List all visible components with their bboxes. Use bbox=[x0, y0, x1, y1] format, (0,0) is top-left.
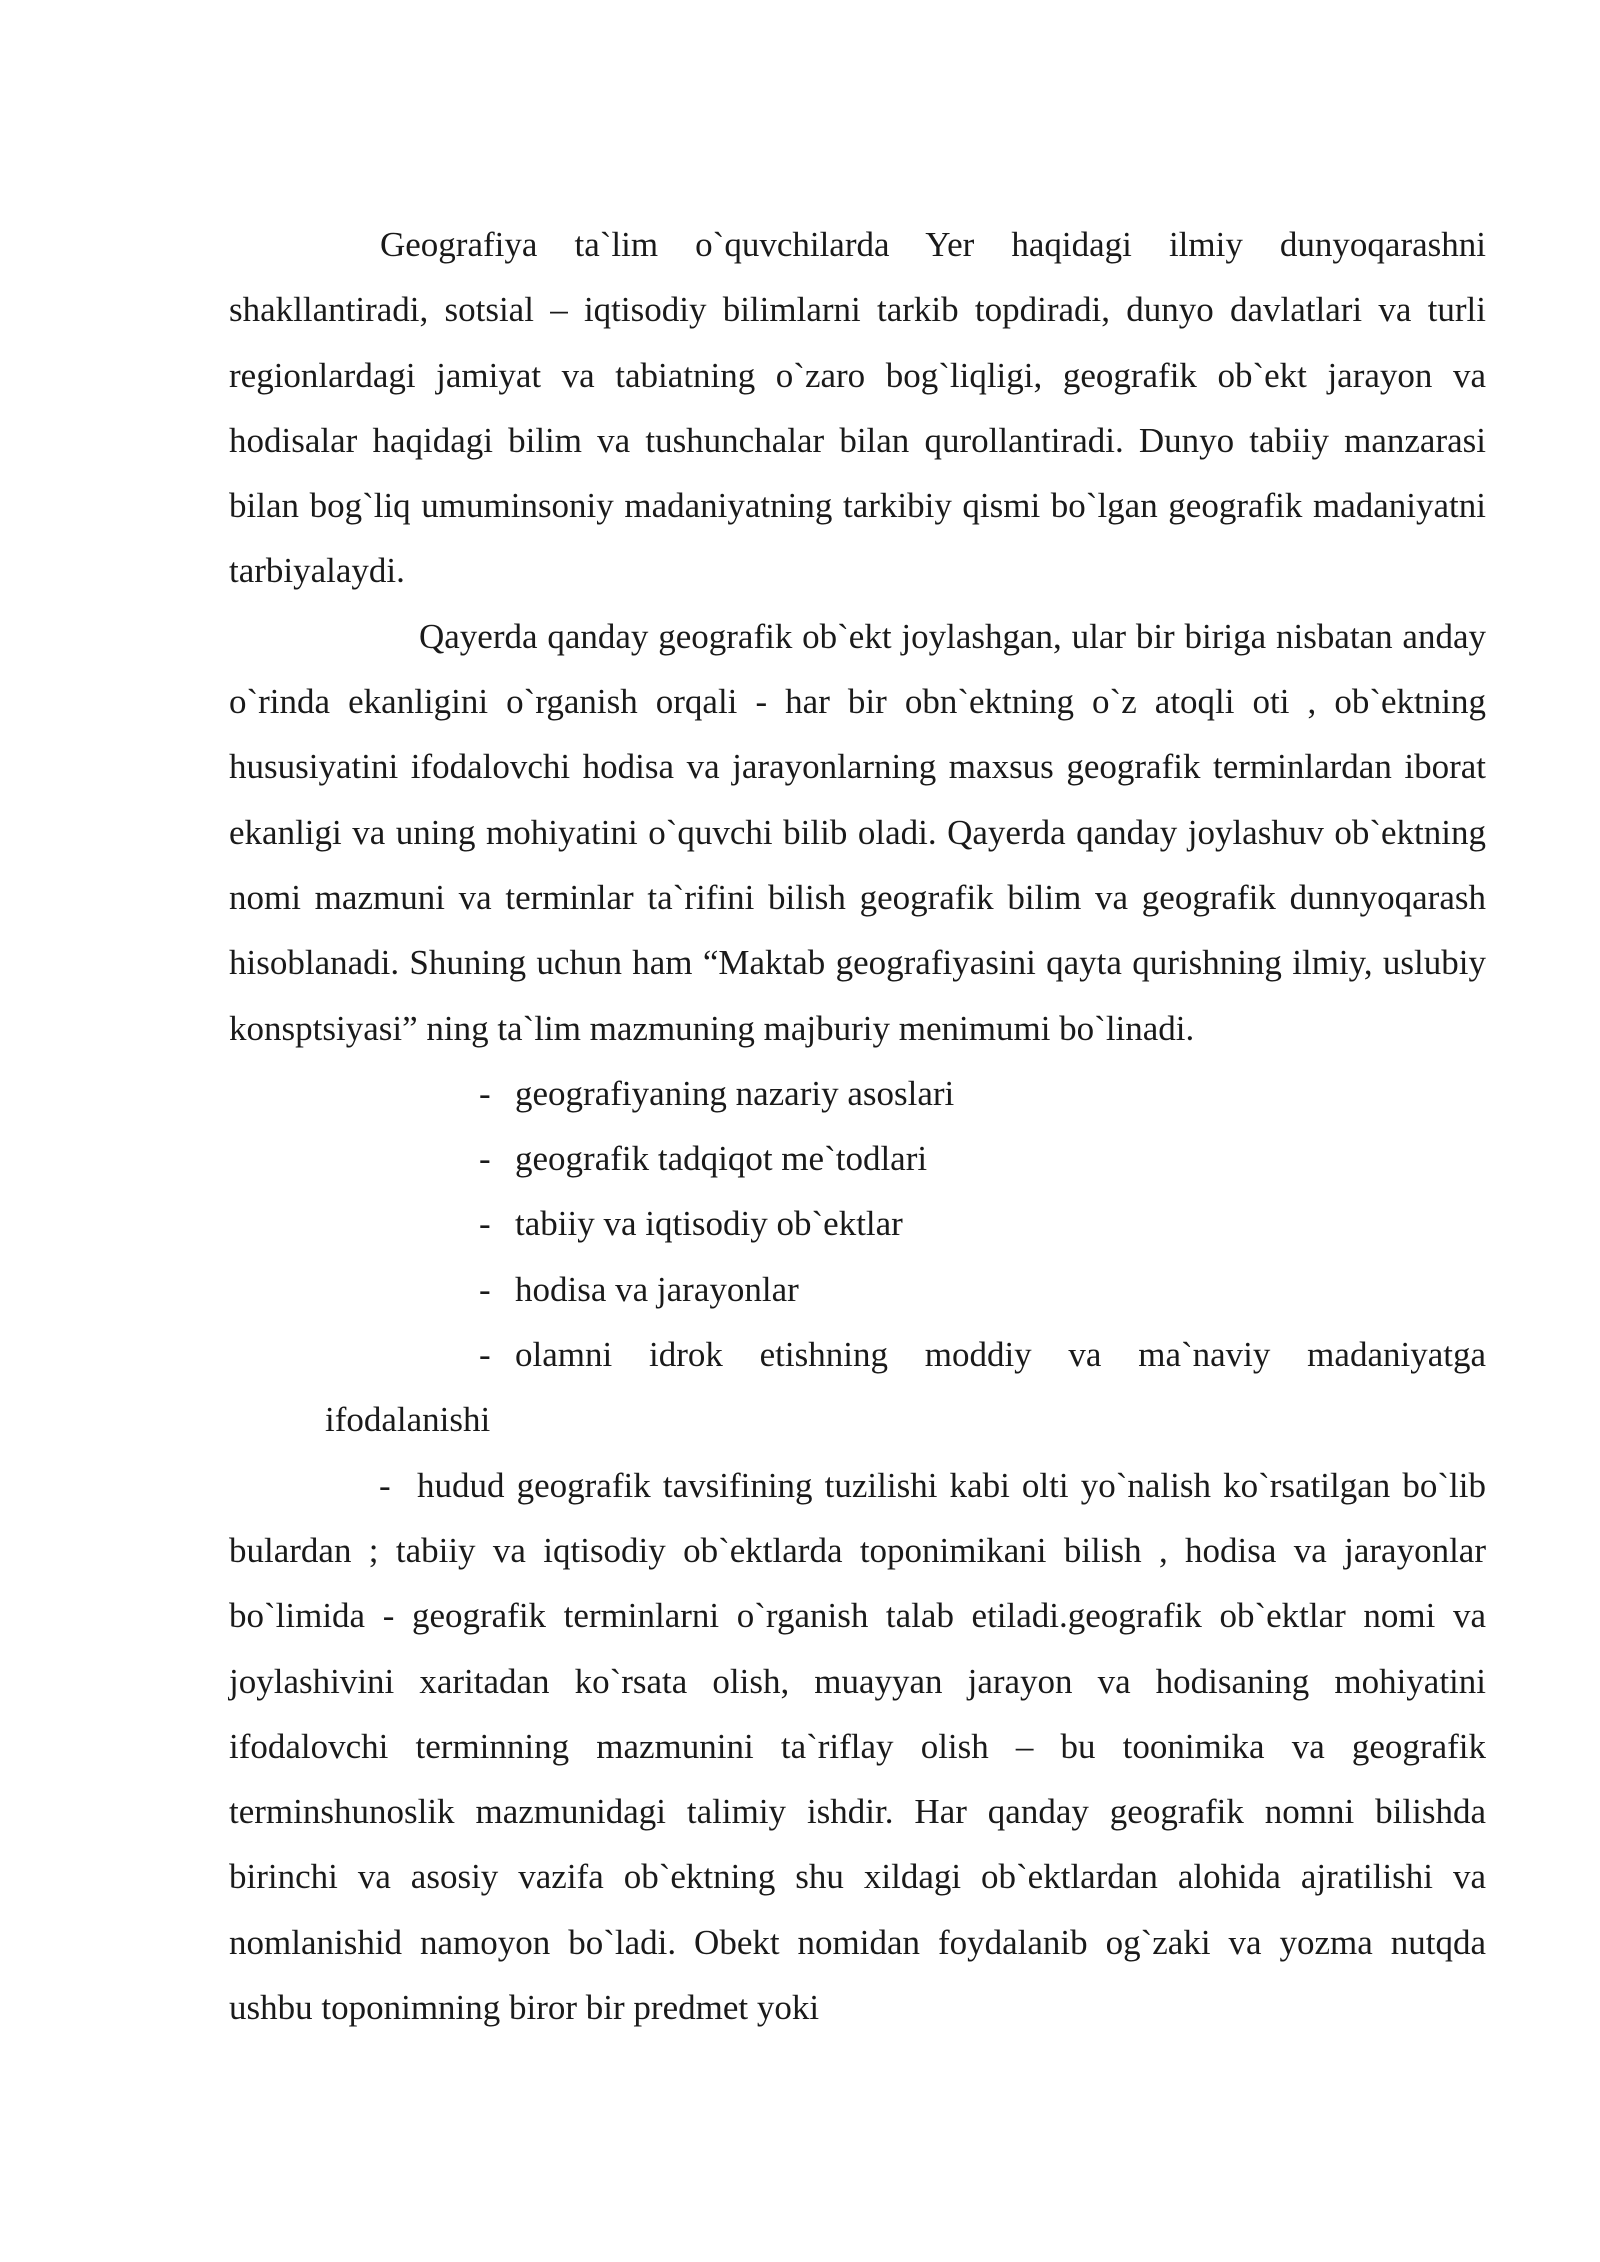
list-item-text: olamni idrok etishning moddiy va ma`naviy madaniyatga bbox=[515, 1335, 1486, 1375]
list-item bbox=[229, 1257, 1486, 1322]
list-dash: - bbox=[479, 1073, 491, 1113]
list-dash: - bbox=[479, 1269, 491, 1309]
list-item bbox=[229, 1191, 1486, 1256]
list-item-text: geografik tadqiqot me`todlari bbox=[515, 1139, 928, 1179]
list-item-continuation: ifodalanishi bbox=[325, 1400, 491, 1440]
document-body bbox=[229, 212, 1486, 2040]
paragraph-2: Qayerda qanday geografik ob`ekt joylashgan, ular bir biriga nisbatan anday o`rinda ekanligini o`rganish orqali - har bir obn`ektning o`z atoqli oti , ob`ektning hususiyatini ifodalovchi hodisa va jarayonlarning maxsus geografik terminlardan iborat ekanligi va uning mohiyatini o`quvchi bilib oladi. Qayerda qanday joylashuv ob`ektning nomi mazmuni va terminlar ta`rifini bilish geografik bilim va geografik dunnyoqarash hisoblanadi. Shuning uchun ham “Maktab geografiyasini qayta qurishning ilmiy, uslubiy konsptsiyasi” ning ta`lim mazmuning majburiy menimumi bo`linadi. bbox=[229, 616, 1486, 1048]
list-item-text: hodisa va jarayonlar bbox=[515, 1269, 799, 1309]
list-item-text: tabiiy va iqtisodiy ob`ektlar bbox=[515, 1204, 903, 1244]
list-item bbox=[229, 1061, 1486, 1126]
paragraph-3-dash: - bbox=[379, 1465, 391, 1505]
paragraph-3 bbox=[229, 1453, 1486, 2041]
list-item bbox=[229, 1126, 1486, 1191]
list-item-text: geografiyaning nazariy asoslari bbox=[515, 1073, 955, 1113]
list-item bbox=[229, 1322, 1486, 1387]
list-dash: - bbox=[479, 1204, 491, 1244]
paragraph-3-text: hudud geografik tavsifining tuzilishi kabi olti yo`nalish ko`rsatilgan bo`lib bulardan ; tabiiy va iqtisodiy ob`ektlarda toponimikani bilish , hodisa va jarayonlar bo`limida - geografik terminlarni o`rganish talab etiladi.geografik ob`ektlar nomi va joylashivini xaritadan ko`rsata olish, muayyan jarayon va hodisaning mohiyatini ifodalovchi terminning mazmunini ta`riflay olish – bu toonimika va geografik terminshunoslik mazmunidagi talimiy ishdir. Har qanday geografik nomni bilishda birinchi va asosiy vazifa ob`ektning shu xildagi ob`ektlardan alohida ajratilishi va nomlanishid namoyon bo`ladi. Obekt nomidan foydalanib og`zaki va yozma nutqda ushbu toponimning biror bir predmet yoki bbox=[229, 1465, 1486, 2028]
list-dash: - bbox=[479, 1139, 491, 1179]
list-dash: - bbox=[479, 1335, 491, 1375]
paragraph-1: Geografiya ta`lim o`quvchilarda Yer haqidagi ilmiy dunyoqarashni shakllantiradi, sotsial – iqtisodiy bilimlarni tarkib topdiradi, dunyo davlatlari va turli regionlardagi jamiyat va tabiatning o`zaro bog`liqligi, geografik ob`ekt jarayon va hodisalar haqidagi bilim va tushunchalar bilan qurollantiradi. Dunyo tabiiy manzarasi bilan bog`liq umuminsoniy madaniyatning tarkibiy qismi bo`lgan geografik madaniyatni tarbiyalaydi. bbox=[229, 225, 1486, 591]
